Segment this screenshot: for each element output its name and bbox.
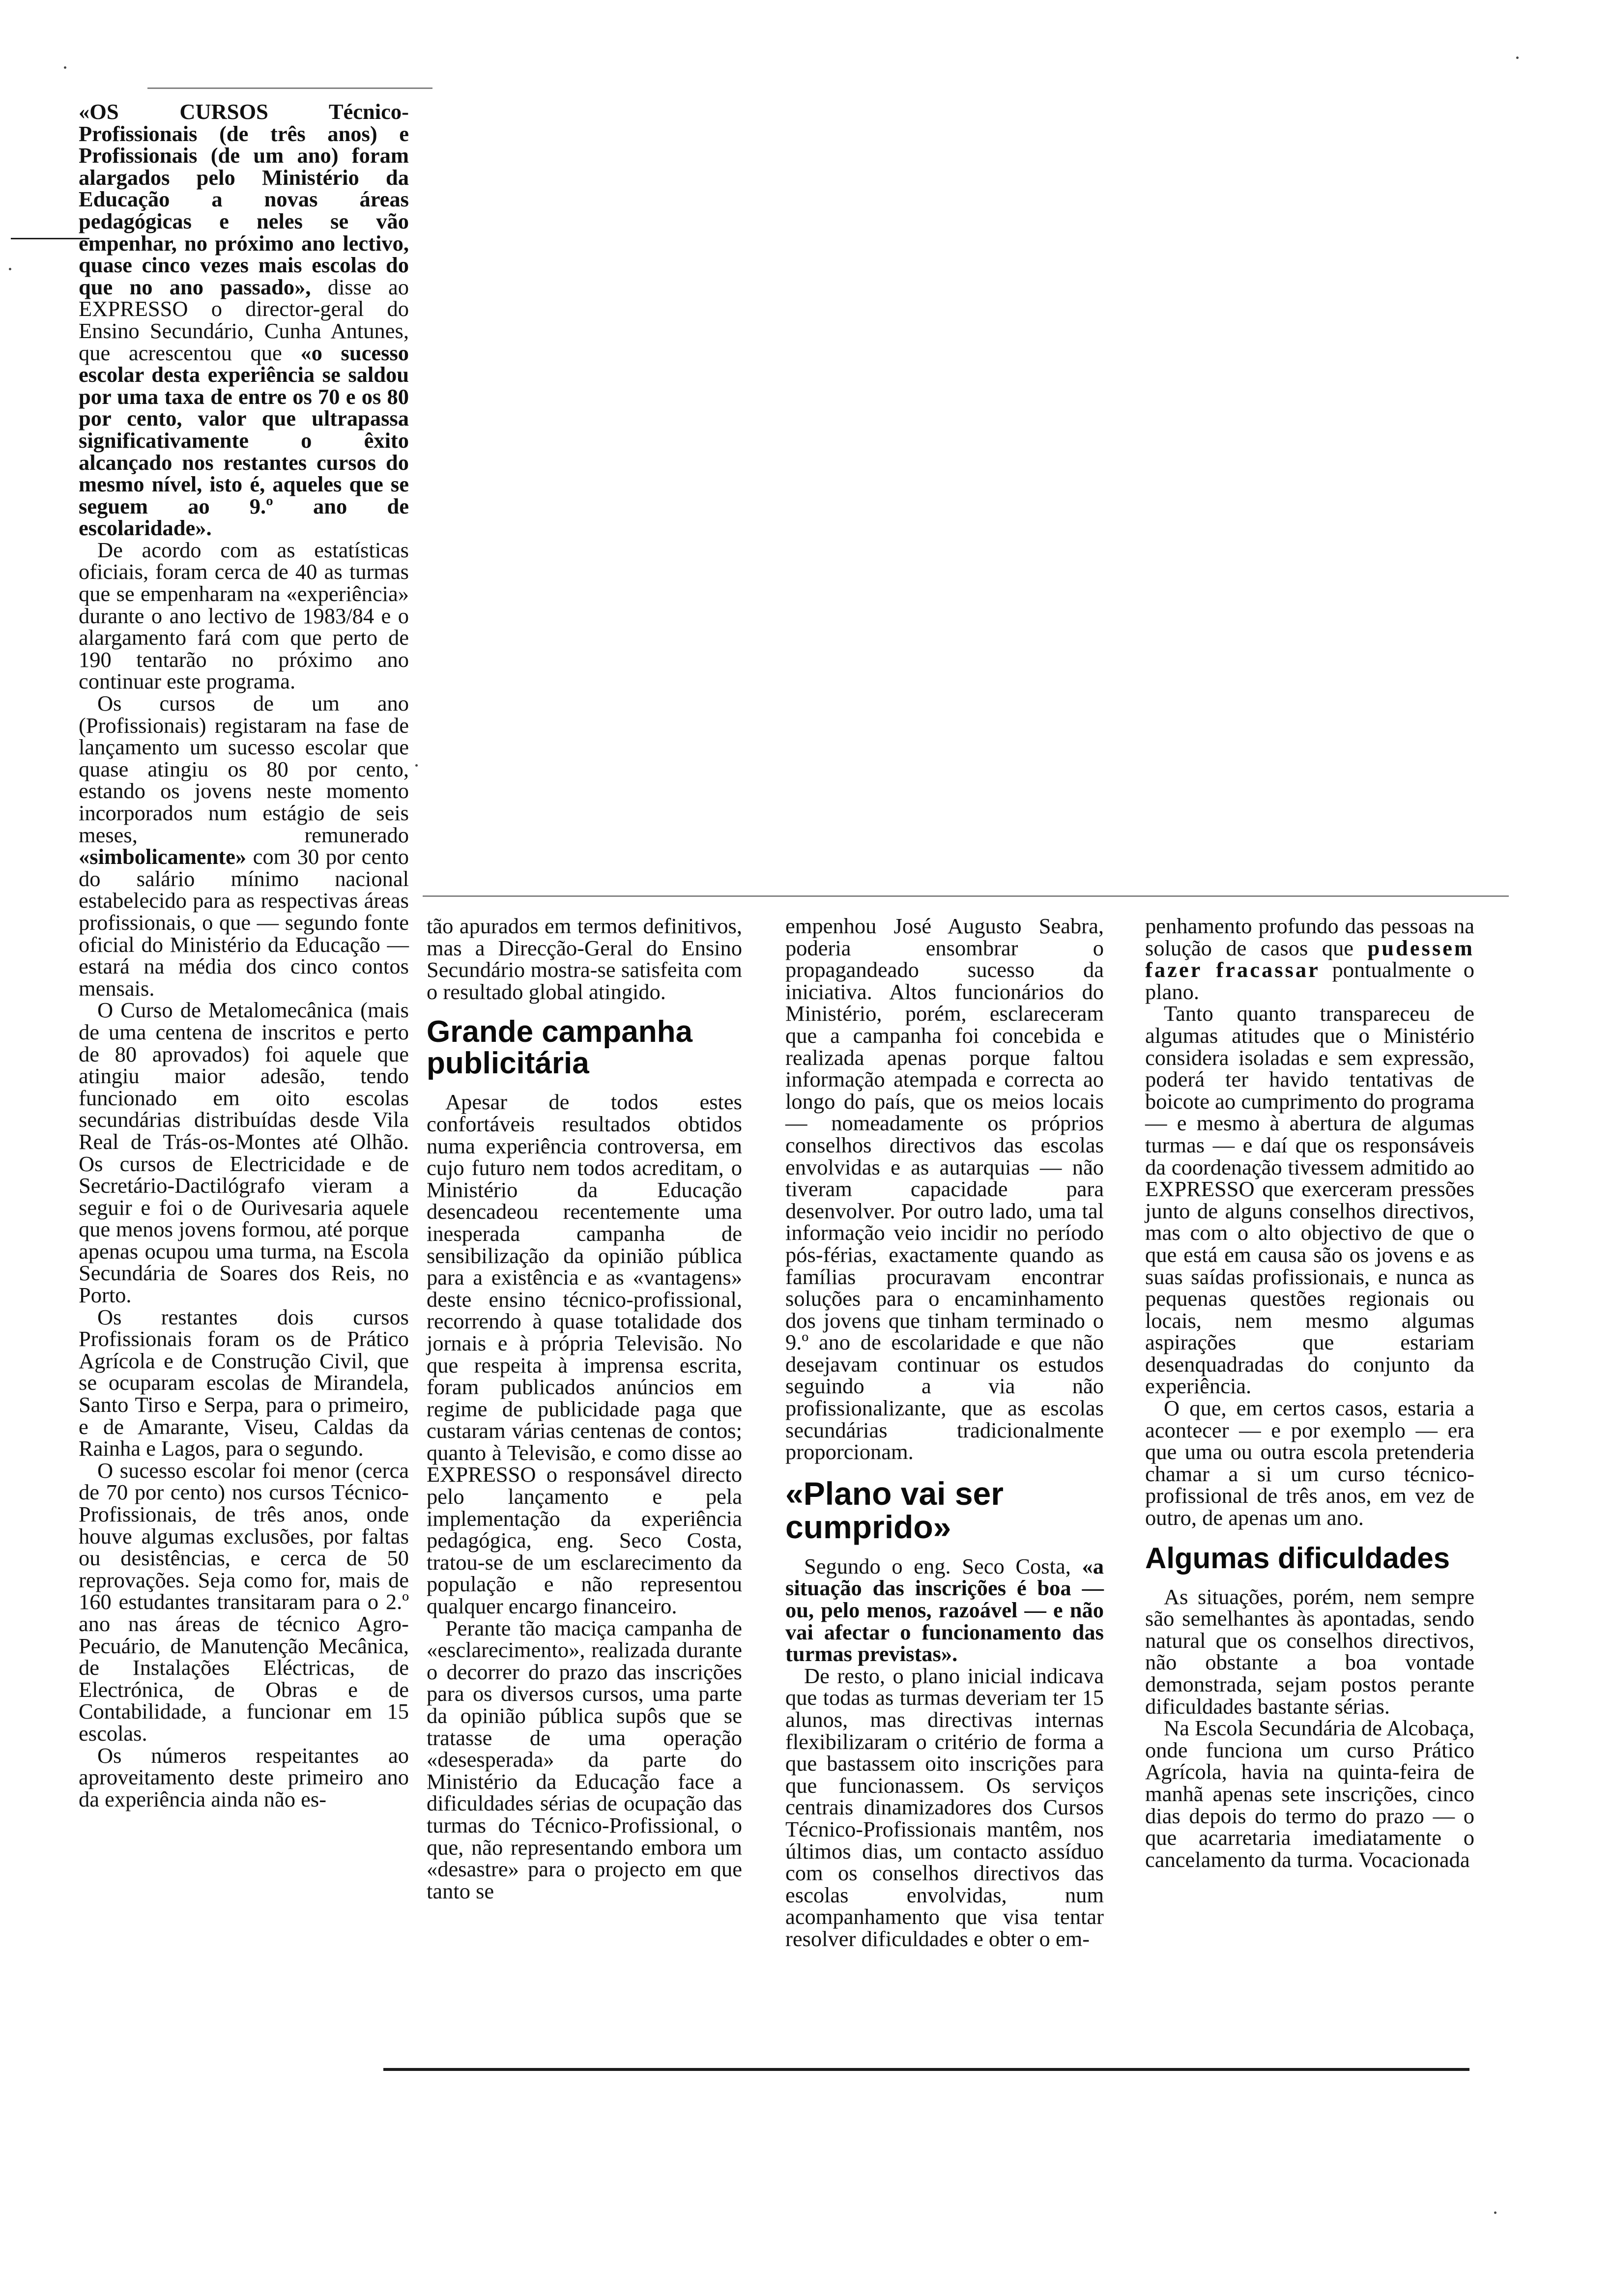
- subheading-difficulties: Algumas dificuldades: [1145, 1541, 1450, 1575]
- paragraph: [785, 1555, 1104, 1665]
- paragraph: O sucesso escolar foi menor (cerca de 70 por cento) nos cursos Técnico-Profissionais, de três anos, onde houve algumas exclusões, por faltas ou desistências, e cerca de 50 reprovações. Seja como for, mais de 160 estudantes transitaram para o 2.º ano nas áreas de técnico Agro-Pecuário, de Manutenção Mecânica, de Instalações Eléctricas, de Electrónica, de Obras e de Contabilidade, a funcionar em 15 escolas.: [79, 1458, 409, 1746]
- speck: [9, 268, 11, 270]
- paragraph-text: com 30 por cento do salário mínimo nacional estabelecido para as respectivas áreas profissionais, o que — segundo fonte oficial do Ministério da Educação — estará na média dos cinco contos mensais.: [79, 844, 409, 1001]
- paragraph: empenhou José Augusto Seabra, poderia ensombrar o propagandeado sucesso da iniciativa. Altos funcionários do Ministério, porém, esclareceram que a campanha foi concebida e realizada apenas porque faltou informação atempada e correcta ao longo do país, que os meios locais — nomeadamente os próprios conselhos directivos das escolas envolvidas e as autarquias — não tiveram capacidade para desenvolver. Por outro lado, uma tal informação veio incidir no período pós-férias, exactamente quando as famílias procuravam encontrar soluções para o encaminhamento dos jovens que tinham terminado o 9.º ano de escolaridade e que não desejavam continuar os estudos seguindo a via não profissionalizante, que as escolas secundárias tradicionalmente proporcionam.: [785, 914, 1104, 1464]
- paragraph: Perante tão maciça campanha de «esclarecimento», realizada durante o decorrer do prazo das inscrições para os diversos cursos, uma parte da opinião pública supôs que se tratasse de uma operação «desesperada» da parte do Ministério da Educação face a dificuldades sérias de ocupação das turmas do Técnico-Profissional, o que, não representando embora um «desastre» para o projecto em que tanto se: [427, 1615, 742, 1903]
- paragraph: [1145, 915, 1474, 1003]
- lead-attribution: disse ao EXPRESSO o director-geral do Ensino Secundário, Cunha Antunes, que acrescentou que: [79, 274, 409, 365]
- emphasis: pudessem fazer fracassar: [1145, 935, 1474, 982]
- emphasis: «simbolicamente»: [79, 844, 247, 869]
- quote: «a situação das inscrições é boa — ou, pelo menos, razoável — e não vai afectar o funcionamento das turmas previstas».: [785, 1553, 1104, 1666]
- article-column-2: [427, 915, 742, 1902]
- speck: [1516, 57, 1519, 59]
- speck: [415, 764, 418, 767]
- paragraph: Apesar de todos estes confortáveis resultados obtidos numa experiência controversa, em cujo futuro nem todos acreditam, o Ministério da Educação desencadeou recentemente uma inesperada campanha de sensibilização da opinião pública para a existência e as «vantagens» deste ensino técnico-profissional, recorrendo à quase totalidade dos jornais e à própria Televisão. No que respeita à imprensa escrita, foram publicados anúncios em regime de publicidade paga que custaram várias centenas de contos; quanto à Televisão, e como disse ao EXPRESSO o responsável directo pelo lançamento e pela implementação da experiência pedagógica, eng. Seco Costa, tratou-se de um esclarecimento da população e não representou qualquer encargo financeiro.: [427, 1090, 742, 1619]
- lead-paragraph: [79, 101, 409, 539]
- article-column-1: [79, 101, 409, 1810]
- paragraph: De acordo com as estatísticas oficiais, foram cerca de 40 as turmas que se empenharam na «experiência» durante o ano lectivo de 1983/84 e o alargamento fará com que perto de 190 tentarão no próximo ano continuar este programa.: [79, 537, 409, 694]
- speck: [1494, 2211, 1497, 2214]
- paragraph: Tanto quanto transpareceu de algumas atitudes que o Ministério considera isoladas e sem expressão, poderá ter havido tentativas de boicote ao cumprimento do programa — e mesmo à abertura de algumas turmas — e daí que os responsáveis da coordenação tivessem admitido ao EXPRESSO que exerceram pressões junto de alguns conselhos directivos, mas com o alto objectivo de que o que está em causa são os jovens e as suas saídas profissionais, e nunca as pequenas questões regionais ou locais, nem mesmo algumas aspirações que estariam desenquadradas do conjunto da experiência.: [1145, 1001, 1474, 1399]
- paragraph: Na Escola Secundária de Alcobaça, onde funciona um curso Prático Agrícola, havia na quinta-feira de manhã apenas sete inscrições, cinco dias depois do termo do prazo — o que acarretaria imediatamente o cancelamento da turma. Vocacionada: [1145, 1716, 1474, 1872]
- paragraph: O Curso de Metalomecânica (mais de uma centena de inscritos e perto de 80 aprovados) foi aquele que atingiu maior adesão, tendo funcionado em oito escolas secundárias distribuídas desde Vila Real de Trás-os-Montes até Olhão. Os cursos de Electricidade e de Secretário-Dactilógrafo vieram a seguir e foi o de Ourivesaria aquele que menos jovens formou, até porque apenas ocupou uma turma, na Escola Secundária de Soares dos Reis, no Porto.: [79, 998, 409, 1308]
- subheading-campaign: Grande campanha publicitária: [427, 1015, 692, 1081]
- paragraph: De resto, o plano inicial indicava que todas as turmas deveriam ter 15 alunos, mas directivas internas flexibilizaram o critério de forma a que bastassem oito inscrições para que funcionassem. Os serviços centrais dinamizadores dos Cursos Técnico-Profissionais mantêm, nos últimos dias, um contacto assíduo com os conselhos directivos das escolas envolvidas, num acompanhamento que visa tentar resolver dificuldades e obter o em-: [785, 1663, 1104, 1951]
- paragraph: O que, em certos casos, estaria a acontecer — e por exemplo — era que uma ou outra escola pretenderia chamar a si um curso técnico-profissional de três anos, em vez de outro, de apenas um ano.: [1145, 1396, 1474, 1530]
- paragraph: Os restantes dois cursos Profissionais foram os de Prático Agrícola e de Construção Civil, que se ocuparam escolas de Mirandela, Santo Tirso e Serpa, para o primeiro, e de Amarante, Viseu, Caldas da Rainha e Lagos, para o segundo.: [79, 1304, 409, 1461]
- lead-quote-2: «o sucesso escolar desta experiência se saldou por uma taxa de entre os 70 e os 80 por cento, valor que ultrapassa significativamente o êxito alcançado nos restantes cursos do mesmo nível, isto é, aqueles que se seguem ao 9.º ano de escolaridade».: [79, 340, 409, 541]
- article-column-3: [785, 915, 1104, 1950]
- top-rule: [147, 87, 432, 89]
- paragraph: Os números respeitantes ao aproveitamento deste primeiro ano da experiência ainda não es-: [79, 1743, 409, 1811]
- paragraph: tão apurados em termos definitivos, mas a Direcção-Geral do Ensino Secundário mostra-se satisfeita com o resultado global atingido.: [427, 914, 742, 1004]
- paragraph-text: Segundo o eng. Seco Costa,: [804, 1553, 1082, 1578]
- paragraph: [79, 692, 409, 999]
- paragraph-text: Os cursos de um ano (Profissionais) registaram na fase de lançamento um sucesso escolar que quase atingiu os 80 por cento, estando os jovens neste momento incorporados num estágio de seis meses, remunerado: [79, 691, 409, 847]
- lead-quote: «OS CURSOS Técnico-Profissionais (de três anos) e Profissionais (de um ano) foram alargados pelo Ministério da Educação a novas áreas pedagógicas e neles se vão empenhar, no próximo ano lectivo, quase cinco vezes mais escolas do que no ano passado»,: [79, 99, 409, 299]
- paragraph-text: penhamento profundo das pessoas na solução de casos que: [1145, 914, 1474, 960]
- left-margin-mark: [11, 238, 89, 239]
- bottom-rule: [383, 2068, 1469, 2071]
- speck: [64, 66, 66, 69]
- middle-rule: [423, 895, 1509, 897]
- subheading-plan: «Plano vai ser cumprido»: [785, 1475, 1004, 1545]
- paragraph: As situações, porém, nem sempre são semelhantes às apontadas, sendo natural que os conselhos directivos, não obstante a boa vontade demonstrada, sejam postos perante dificuldades bastante sérias.: [1145, 1584, 1474, 1719]
- article-column-4: [1145, 915, 1474, 1870]
- paragraph-text: pontualmente o plano.: [1145, 957, 1474, 1004]
